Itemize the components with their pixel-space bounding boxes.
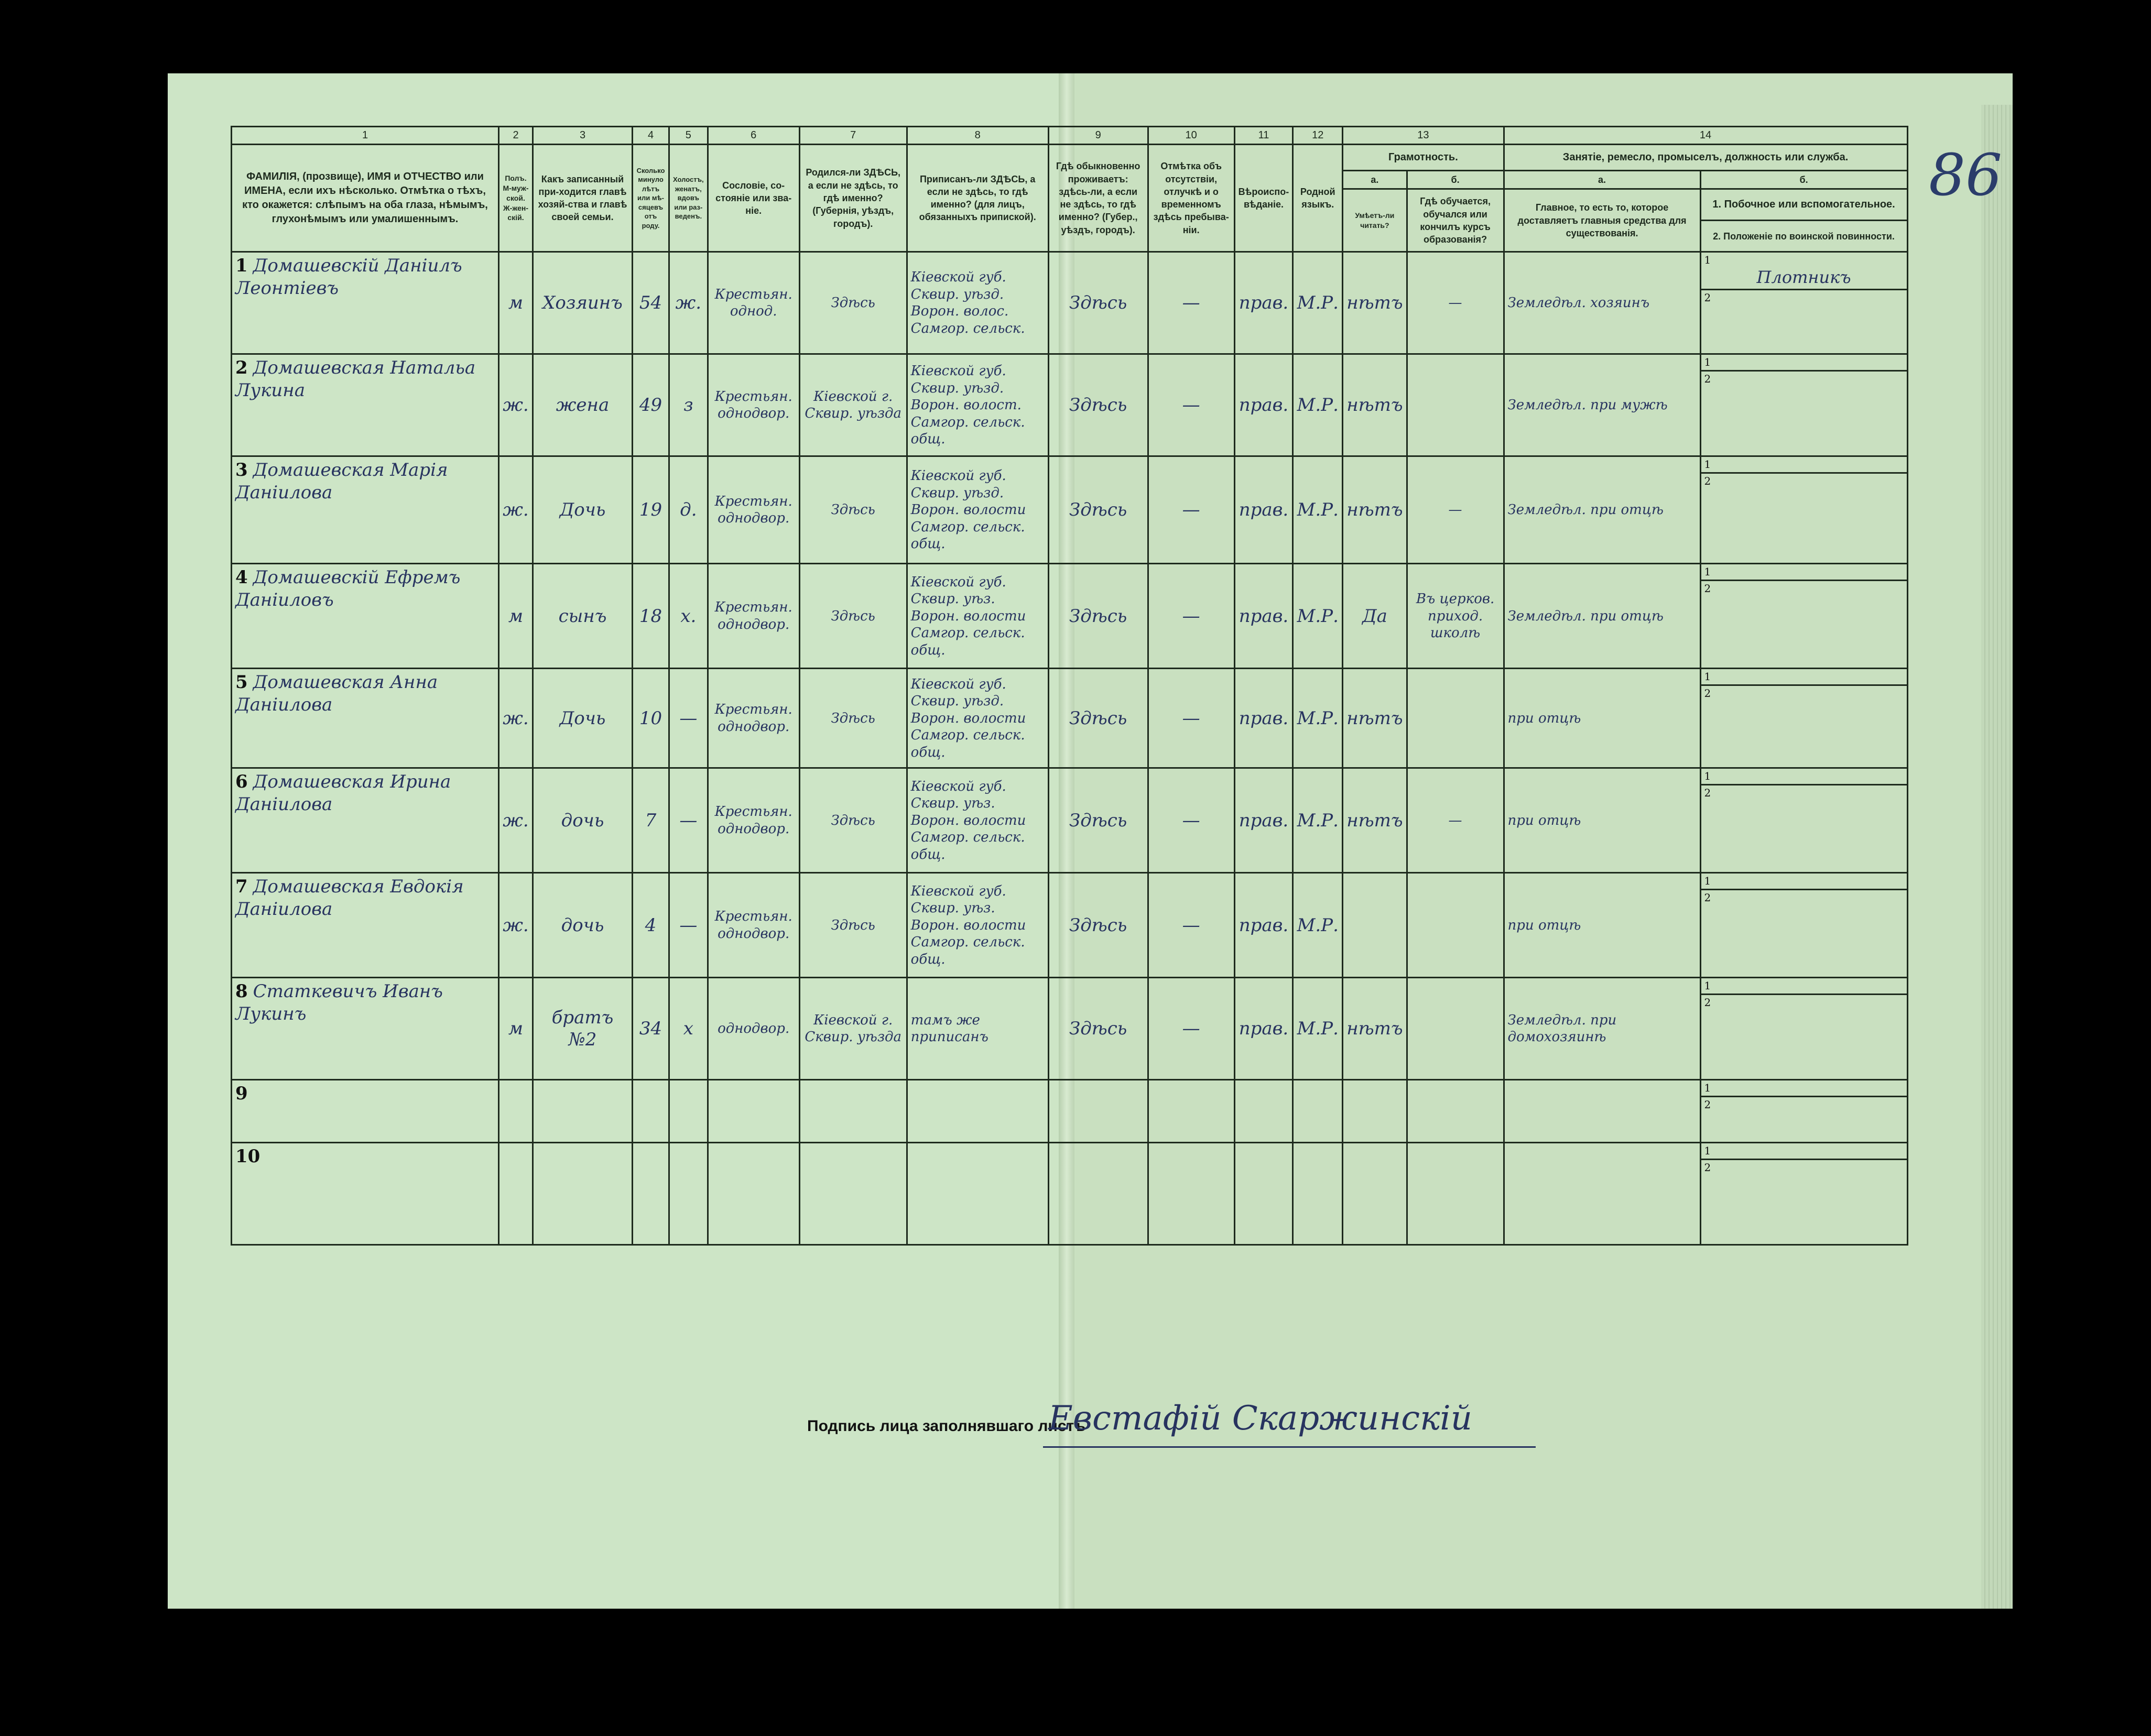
cell-language: М.Р. xyxy=(1293,456,1343,564)
col-number: 12 xyxy=(1293,127,1343,145)
cell-marital: х. xyxy=(669,564,708,669)
header-military: 2. Положеніе по воинской повинности. xyxy=(1700,221,1907,252)
cell-marital xyxy=(669,1143,708,1245)
cell-school xyxy=(1407,1080,1504,1143)
cell-registered: Кіевской губ. Сквир. уѣз. Ворон. волости Самгор. сельск. общ. xyxy=(907,873,1048,978)
header-relation: Какъ записанный при-ходится главѣ хозяй-ства и главѣ своей семьи. xyxy=(533,145,633,252)
military-status: 2 xyxy=(1704,687,1711,700)
cell-school xyxy=(1407,354,1504,456)
cell-religion xyxy=(1234,1080,1293,1143)
cell-side-military xyxy=(1700,1080,1907,1143)
header-registered: Приписанъ-ли ЗДѢСЬ, а если не здѣсь, то гдѣ именно? (для лицъ, обязанныхъ припиской). xyxy=(907,145,1048,252)
cell-registered: Кіевской губ. Сквир. уѣз. Ворон. волости Самгор. сельск. общ. xyxy=(907,564,1048,669)
cell-relation: братъ №2 xyxy=(533,978,633,1080)
cell-marital: — xyxy=(669,873,708,978)
row-number: 4 xyxy=(235,567,248,588)
cell-religion: прав. xyxy=(1234,564,1293,669)
cell-relation: дочь xyxy=(533,768,633,873)
military-status: 2 xyxy=(1704,787,1711,800)
cell-side-military xyxy=(1700,456,1907,564)
cell-absence: — xyxy=(1148,252,1234,354)
signature-value: Евстафій Скаржинскій xyxy=(1048,1399,1472,1438)
cell-literate: Да xyxy=(1343,564,1407,669)
cell-religion: прав. xyxy=(1234,873,1293,978)
cell-absence: — xyxy=(1148,354,1234,456)
col-number: 4 xyxy=(633,127,669,145)
cell-sex: м xyxy=(499,252,533,354)
cell-language: М.Р. xyxy=(1293,564,1343,669)
cell-resides: Здѣсь xyxy=(1048,978,1148,1080)
col-number: 5 xyxy=(669,127,708,145)
cell-literate xyxy=(1343,1080,1407,1143)
header-estate: Сословіе, со-стояніе или зва-ніе. xyxy=(708,145,799,252)
cell-occupation: Земледѣл. при мужѣ xyxy=(1504,354,1700,456)
cell-name xyxy=(232,1080,499,1143)
header-occupation-b-label: б. xyxy=(1700,171,1907,189)
cell-estate: Крестьян. однодвор. xyxy=(708,669,799,768)
cell-age: 4 xyxy=(633,873,669,978)
cell-absence: — xyxy=(1148,564,1234,669)
col-number: 6 xyxy=(708,127,799,145)
cell-resides: Здѣсь xyxy=(1048,873,1148,978)
cell-sex: ж. xyxy=(499,354,533,456)
cell-occupation: при отцѣ xyxy=(1504,873,1700,978)
cell-sex xyxy=(499,1080,533,1143)
person-name: Домашевская Натальа Лукина xyxy=(235,357,476,401)
cell-occupation xyxy=(1504,1080,1700,1143)
header-occupation: Занятіе, ремесло, промыселъ, должность или служба. xyxy=(1504,145,1907,171)
cell-literate: нѣтъ xyxy=(1343,978,1407,1080)
row-number: 2 xyxy=(235,357,248,379)
cell-absence xyxy=(1148,1080,1234,1143)
row-number: 1 xyxy=(235,255,248,277)
cell-estate: Крестьян. однодвор. xyxy=(708,768,799,873)
col-number: 7 xyxy=(799,127,907,145)
cell-registered: Кіевской губ. Сквир. уѣзд. Ворон. волости Самгор. сельск. общ. xyxy=(907,456,1048,564)
cell-marital: — xyxy=(669,768,708,873)
header-born: Родился-ли ЗДѢСЬ, а если не здѣсь, то гдѣ именно? (Губернія, уѣздъ, городъ). xyxy=(799,145,907,252)
cell-language: М.Р. xyxy=(1293,873,1343,978)
cell-age: 34 xyxy=(633,978,669,1080)
table-row xyxy=(232,669,1908,768)
cell-religion: прав. xyxy=(1234,456,1293,564)
header-absence: Отмѣтка объ отсутствіи, отлучкѣ и о временномъ здѣсь пребыва-ніи. xyxy=(1148,145,1234,252)
cell-resides: Здѣсь xyxy=(1048,456,1148,564)
header-school: Гдѣ обучается, обучался или кончилъ курсъ образованія? xyxy=(1407,189,1504,252)
person-name: Домашевская Анна Даніилова xyxy=(235,672,438,715)
military-status: 2 xyxy=(1704,996,1711,1009)
cell-name xyxy=(232,1143,499,1245)
cell-estate: однодвор. xyxy=(708,978,799,1080)
cell-born: Здѣсь xyxy=(799,873,907,978)
cell-age xyxy=(633,1080,669,1143)
cell-resides: Здѣсь xyxy=(1048,564,1148,669)
col-number: 10 xyxy=(1148,127,1234,145)
table-row xyxy=(232,873,1908,978)
side-occupation: 1 Плотникъ xyxy=(1701,253,1907,290)
cell-literate: нѣтъ xyxy=(1343,456,1407,564)
cell-religion: прав. xyxy=(1234,354,1293,456)
row-number: 8 xyxy=(235,981,248,1002)
cell-language xyxy=(1293,1143,1343,1245)
cell-resides xyxy=(1048,1143,1148,1245)
cell-language: М.Р. xyxy=(1293,768,1343,873)
military-status: 2 xyxy=(1704,1161,1711,1174)
cell-born: Кіевской г. Сквир. уѣзда xyxy=(799,978,907,1080)
cell-school xyxy=(1407,669,1504,768)
person-name: Домашевская Ирина Даніилова xyxy=(235,771,451,815)
cell-registered: Кіевской губ. Сквир. уѣзд. Ворон. волост. Самгор. сельск. общ. xyxy=(907,354,1048,456)
cell-language xyxy=(1293,1080,1343,1143)
signature-line xyxy=(1043,1446,1536,1448)
cell-registered: Кіевской губ. Сквир. уѣзд. Ворон. волос. Самгор. сельск. xyxy=(907,252,1048,354)
cell-occupation: Земледѣл. при отцѣ xyxy=(1504,564,1700,669)
military-status: 2 xyxy=(1704,582,1711,595)
cell-religion: прав. xyxy=(1234,768,1293,873)
cell-sex xyxy=(499,1143,533,1245)
header-religion: Вѣроиспо-вѣданіе. xyxy=(1234,145,1293,252)
row-number: 6 xyxy=(235,771,248,793)
cell-estate: Крестьян. однодвор. xyxy=(708,564,799,669)
cell-school: — xyxy=(1407,252,1504,354)
cell-resides: Здѣсь xyxy=(1048,669,1148,768)
cell-estate xyxy=(708,1143,799,1245)
cell-side-military xyxy=(1700,768,1907,873)
table-row xyxy=(232,768,1908,873)
header-sex: Полъ. М-муж-ской. Ж-жен-скій. xyxy=(499,145,533,252)
military-status: 2 xyxy=(1704,291,1711,304)
table-row xyxy=(232,252,1908,354)
cell-relation: Дочь xyxy=(533,669,633,768)
table-row xyxy=(232,354,1908,456)
cell-born: Здѣсь xyxy=(799,564,907,669)
cell-marital xyxy=(669,1080,708,1143)
table-row xyxy=(232,456,1908,564)
cell-resides: Здѣсь xyxy=(1048,354,1148,456)
col-number: 13 xyxy=(1343,127,1504,145)
cell-age: 19 xyxy=(633,456,669,564)
cell-relation: сынъ xyxy=(533,564,633,669)
row-number: 3 xyxy=(235,460,248,481)
row-number: 10 xyxy=(235,1146,260,1167)
person-name: Домашевскій Ефремъ Даніиловъ xyxy=(235,567,461,610)
cell-absence xyxy=(1148,1143,1234,1245)
cell-side-military xyxy=(1700,1143,1907,1245)
cell-literate: нѣтъ xyxy=(1343,768,1407,873)
header-language: Родной языкъ. xyxy=(1293,145,1343,252)
cell-school xyxy=(1407,873,1504,978)
person-name: Статкевичъ Иванъ Лукинъ xyxy=(235,981,443,1024)
cell-relation: жена xyxy=(533,354,633,456)
header-literacy-b-label: б. xyxy=(1407,171,1504,189)
person-name: Домашевская Марія Даніилова xyxy=(235,460,448,503)
cell-literate: нѣтъ xyxy=(1343,252,1407,354)
cell-occupation: при отцѣ xyxy=(1504,768,1700,873)
cell-age: 49 xyxy=(633,354,669,456)
cell-literate: нѣтъ xyxy=(1343,354,1407,456)
header-age: Сколько минуло лѣтъ или мѣ-сяцевъ отъ роду. xyxy=(633,145,669,252)
cell-religion: прав. xyxy=(1234,669,1293,768)
side-occupation: 1 xyxy=(1701,669,1907,686)
cell-relation xyxy=(533,1143,633,1245)
side-occupation: 1 xyxy=(1701,564,1907,581)
row-number: 5 xyxy=(235,672,248,693)
cell-born: Здѣсь xyxy=(799,456,907,564)
header-literacy: Грамотность. xyxy=(1343,145,1504,171)
cell-age: 7 xyxy=(633,768,669,873)
cell-religion: прав. xyxy=(1234,252,1293,354)
cell-estate: Крестьян. однод. xyxy=(708,252,799,354)
side-occupation: 1 xyxy=(1701,1080,1907,1097)
cell-name xyxy=(232,456,499,564)
census-table xyxy=(231,126,1908,1246)
cell-absence: — xyxy=(1148,978,1234,1080)
side-occupation: 1 xyxy=(1701,1143,1907,1160)
cell-side-military xyxy=(1700,564,1907,669)
side-occupation: 1 xyxy=(1701,978,1907,995)
cell-marital: ж. xyxy=(669,252,708,354)
cell-registered: тамъ же приписанъ xyxy=(907,978,1048,1080)
col-number: 9 xyxy=(1048,127,1148,145)
cell-name xyxy=(232,978,499,1080)
cell-age: 10 xyxy=(633,669,669,768)
table-row xyxy=(232,978,1908,1080)
military-status: 2 xyxy=(1704,475,1711,488)
cell-born: Кіевской г. Сквир. уѣзда xyxy=(799,354,907,456)
cell-side-military xyxy=(1700,354,1907,456)
cell-resides: Здѣсь xyxy=(1048,768,1148,873)
cell-registered xyxy=(907,1143,1048,1245)
cell-absence: — xyxy=(1148,669,1234,768)
header-side-occupation: 1. Побочное или вспомогательное. xyxy=(1700,189,1907,221)
col-number: 14 xyxy=(1504,127,1907,145)
cell-registered: Кіевской губ. Сквир. уѣзд. Ворон. волости Самгор. сельск. общ. xyxy=(907,669,1048,768)
cell-estate: Крестьян. однодвор. xyxy=(708,354,799,456)
cell-relation xyxy=(533,1080,633,1143)
cell-sex: м xyxy=(499,978,533,1080)
cell-name xyxy=(232,768,499,873)
cell-sex: ж. xyxy=(499,873,533,978)
folio-number: 86 xyxy=(1929,141,2002,209)
military-status: 2 xyxy=(1704,891,1711,904)
cell-sex: ж. xyxy=(499,669,533,768)
cell-age xyxy=(633,1143,669,1245)
cell-occupation: Земледѣл. при отцѣ xyxy=(1504,456,1700,564)
col-number: 8 xyxy=(907,127,1048,145)
cell-literate xyxy=(1343,873,1407,978)
cell-marital: х xyxy=(669,978,708,1080)
cell-name xyxy=(232,354,499,456)
cell-religion xyxy=(1234,1143,1293,1245)
table-row xyxy=(232,1143,1908,1245)
cell-school xyxy=(1407,1143,1504,1245)
person-name: Домашевская Евдокія Даніилова xyxy=(235,876,464,920)
cell-language: М.Р. xyxy=(1293,978,1343,1080)
cell-registered xyxy=(907,1080,1048,1143)
cell-school: — xyxy=(1407,768,1504,873)
cell-born xyxy=(799,1143,907,1245)
cell-name xyxy=(232,669,499,768)
header-occupation-a-label: а. xyxy=(1504,171,1700,189)
cell-school: Въ церков. приход. школѣ xyxy=(1407,564,1504,669)
cell-marital: д. xyxy=(669,456,708,564)
col-number: 11 xyxy=(1234,127,1293,145)
cell-sex: м xyxy=(499,564,533,669)
table-row xyxy=(232,564,1908,669)
cell-age: 18 xyxy=(633,564,669,669)
cell-marital: з xyxy=(669,354,708,456)
col-number: 1 xyxy=(232,127,499,145)
cell-side-military xyxy=(1700,873,1907,978)
cell-estate xyxy=(708,1080,799,1143)
cell-absence: — xyxy=(1148,768,1234,873)
military-status: 2 xyxy=(1704,373,1711,386)
cell-born xyxy=(799,1080,907,1143)
cell-relation: Дочь xyxy=(533,456,633,564)
cell-side-military xyxy=(1700,978,1907,1080)
military-status: 2 xyxy=(1704,1098,1711,1111)
cell-religion: прав. xyxy=(1234,978,1293,1080)
cell-resides xyxy=(1048,1080,1148,1143)
cell-estate: Крестьян. однодвор. xyxy=(708,456,799,564)
col-number: 3 xyxy=(533,127,633,145)
cell-name xyxy=(232,873,499,978)
cell-sex: ж. xyxy=(499,768,533,873)
cell-marital: — xyxy=(669,669,708,768)
cell-relation: Хозяинъ xyxy=(533,252,633,354)
side-occupation: 1 xyxy=(1701,769,1907,785)
header-resides: Гдѣ обыкновенно проживаетъ: здѣсь-ли, а если не здѣсь, то гдѣ именно? (Губер., уѣздъ, городъ). xyxy=(1048,145,1148,252)
side-occupation: 1 xyxy=(1701,355,1907,372)
cell-occupation: Земледѣл. хозяинъ xyxy=(1504,252,1700,354)
header-literacy-a-label: а. xyxy=(1343,171,1407,189)
header-main-occupation: Главное, то есть то, которое доставляетъ главныя средства для существованія. xyxy=(1504,189,1700,252)
cell-school xyxy=(1407,978,1504,1080)
header-marital: Холостъ, женатъ, вдовъ или раз-веденъ. xyxy=(669,145,708,252)
person-name: Домашевскій Даніилъ Леонтіевъ xyxy=(235,255,462,299)
cell-registered: Кіевской губ. Сквир. уѣз. Ворон. волости Самгор. сельск. общ. xyxy=(907,768,1048,873)
cell-language: М.Р. xyxy=(1293,354,1343,456)
signature-label: Подпись лица заполнявшаго листъ xyxy=(807,1417,1086,1435)
cell-age: 54 xyxy=(633,252,669,354)
cell-born: Здѣсь xyxy=(799,252,907,354)
cell-name xyxy=(232,564,499,669)
side-occupation-value: Плотникъ xyxy=(1756,267,1851,288)
cell-sex: ж. xyxy=(499,456,533,564)
cell-language: М.Р. xyxy=(1293,252,1343,354)
table-row xyxy=(232,1080,1908,1143)
header-literate: Умѣетъ-ли читать? xyxy=(1343,189,1407,252)
cell-relation: дочь xyxy=(533,873,633,978)
cell-born: Здѣсь xyxy=(799,768,907,873)
cell-occupation xyxy=(1504,1143,1700,1245)
cell-occupation: при отцѣ xyxy=(1504,669,1700,768)
row-number: 9 xyxy=(235,1083,248,1105)
header-name: ФАМИЛІЯ, (прозвище), ИМЯ и ОТЧЕСТВО или ИМЕНА, если ихъ нѣсколько. Отмѣтка о тѣхъ, кто окажется: слѣпымъ на оба глаза, нѣмымъ, глухонѣмымъ или умалишеннымъ. xyxy=(232,145,499,252)
cell-estate: Крестьян. однодвор. xyxy=(708,873,799,978)
cell-resides: Здѣсь xyxy=(1048,252,1148,354)
cell-literate xyxy=(1343,1143,1407,1245)
cell-absence: — xyxy=(1148,456,1234,564)
col-number: 2 xyxy=(499,127,533,145)
cell-born: Здѣсь xyxy=(799,669,907,768)
cell-literate: нѣтъ xyxy=(1343,669,1407,768)
cell-language: М.Р. xyxy=(1293,669,1343,768)
side-occupation: 1 xyxy=(1701,874,1907,890)
page-edge-stack xyxy=(1981,105,2013,1609)
row-number: 7 xyxy=(235,876,248,898)
cell-side-military xyxy=(1700,669,1907,768)
cell-side-military xyxy=(1700,252,1907,354)
cell-occupation: Земледѣл. при домохозяинѣ xyxy=(1504,978,1700,1080)
cell-name xyxy=(232,252,499,354)
cell-absence: — xyxy=(1148,873,1234,978)
side-occupation: 1 xyxy=(1701,457,1907,474)
cell-school: — xyxy=(1407,456,1504,564)
